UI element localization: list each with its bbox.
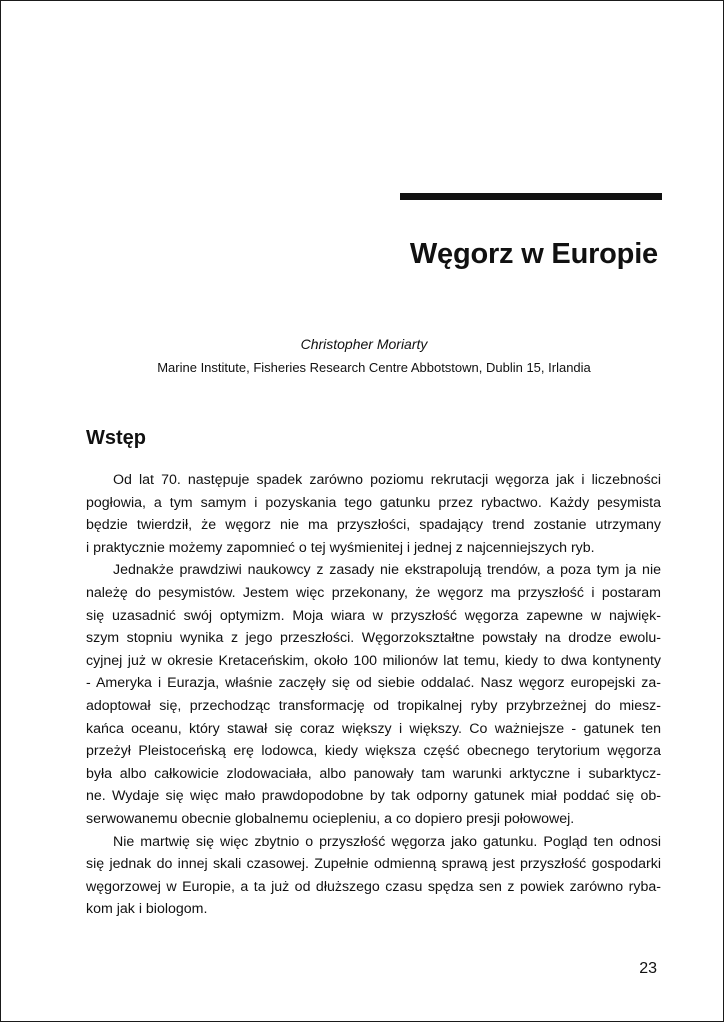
paragraph-1 (86, 469, 661, 559)
text-line: węgorzowej w Europie, a ta już od dłuższego czasu spędza sen z powiek zarówno ryba- (86, 878, 661, 895)
body-text (86, 469, 661, 921)
text-line: Nie martwię się więc zbytnio o przyszłość węgorza jako gatunku. Pogląd ten odnosi (113, 833, 661, 850)
text-line: adoptował się, przechodząc transformację od tropikalnej ryby przybrzeżnej do miesz- (86, 697, 661, 714)
article-title: Węgorz w Europie (409, 238, 658, 270)
text-line: cyjnej już w okresie Kretaceńskim, około 100 milionów lat temu, kiedy to dwa kontynenty (86, 652, 661, 669)
text-line: kańca oceanu, który stawał się coraz większy i większy. Co ważniejsze - gatunek ten (86, 720, 661, 737)
text-line: będzie twierdził, że węgorz nie ma przyszłości, spadający trend zostanie utrzymany (86, 517, 661, 534)
text-line: Jednakże prawdziwi naukowcy z zasady nie ekstrapolują trendów, a poza tym ja nie (113, 562, 661, 579)
text-line: szym stopniu wynika z jego przeszłości. Węgorzokształtne powstały na drodze ewolu- (86, 630, 661, 647)
text-line: serwowanemu obecnie globalnemu ociepleniu, a co dopiero presji połowowej. (86, 810, 575, 827)
title-rule (400, 193, 662, 200)
page-number: 23 (639, 960, 657, 977)
paragraph-3 (86, 831, 661, 921)
text-line: Od lat 70. następuje spadek zarówno poziomu rekrutacji węgorza jak i liczebności (113, 472, 661, 488)
text-line: - Ameryka i Eurazja, właśnie zaczęły się od siebie oddalać. Nasz węgorz europejski za- (86, 675, 661, 692)
text-line: się uzasadnić swój optymizm. Moja wiara w przyszłość węgorza zapewne w najwięk- (86, 607, 661, 624)
paragraph-2 (86, 559, 661, 830)
text-line: i praktycznie możemy zapomnieć o tej wyśmienitej i jednej z najcenniejszych ryb. (86, 539, 595, 556)
section-heading: Wstęp (86, 427, 146, 449)
text-line: należę do pesymistów. Jestem więc przekonany, że węgorz ma przyszłość i postaram (86, 584, 661, 601)
text-line: przeżył Pleistoceńską erę lodowca, kiedy większa część obecnego terytorium węgorza (86, 743, 661, 760)
text-line: się jednak do innej skali czasowej. Zupełnie odmienną sprawą jest przyszłość gospodarki (86, 856, 661, 873)
author-affiliation: Marine Institute, Fisheries Research Centre Abbotstown, Dublin 15, Irlandia (157, 360, 591, 375)
text-line: ne. Wydaje się więc mało prawdopodobne by tak odporny gatunek miał poddać się ob- (86, 788, 661, 805)
author-name: Christopher Moriarty (300, 336, 428, 352)
text-line: kom jak i biologom. (86, 901, 208, 918)
text-line: pogłowia, a tym samym i pozyskania tego gatunku przez rybactwo. Każdy pesymista (86, 494, 661, 511)
text-line: była albo całkowicie zlodowaciała, albo panowały tam warunki arktyczne i subarktycz- (86, 765, 661, 782)
